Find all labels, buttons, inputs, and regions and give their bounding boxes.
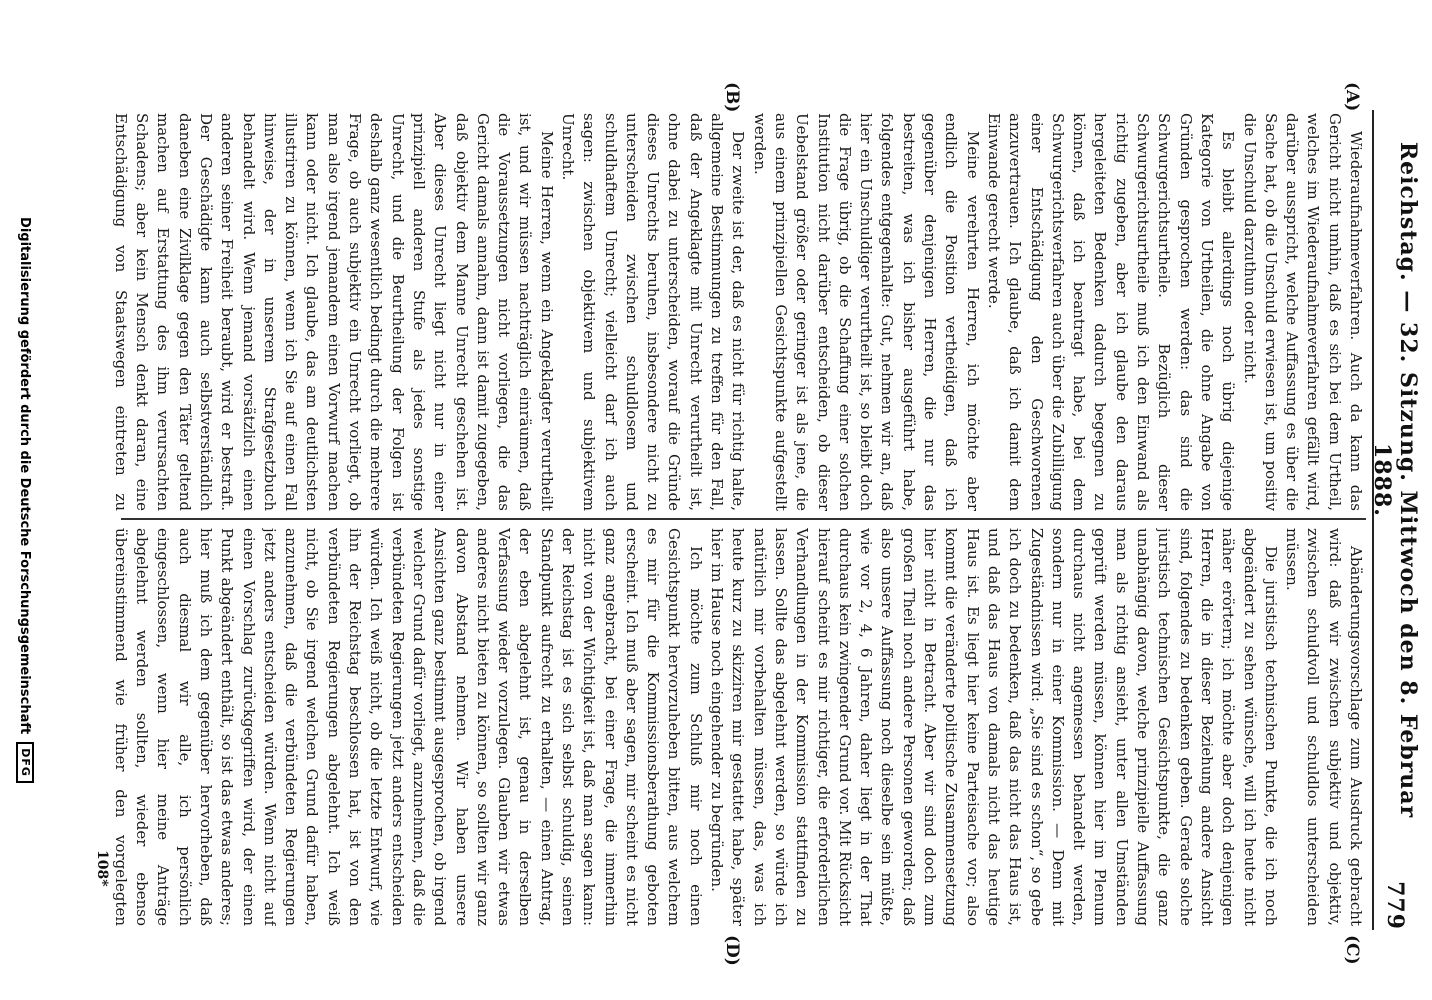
text-column-right [111,528,1366,926]
column-divider [121,518,1366,520]
paragraph: Ich möchte zum Schluß mir noch einen Gesichtspunkt hervorzuheben bitten, aus welchem es mir für die Kommissionsberathung geboten erscheint. Ich muß aber sagen, mir scheint es nicht ganz angebracht, bei einer Frage, die immerhin nicht von der Wichtigkeit ist, daß man sagen kann: der Reichstag ist es sich selbst schuldig, seinen Standpunkt aufrecht zu erhalten, — einen Antrag, der eben abgelehnt ist, genau in derselben Verfassung wieder vorzulegen. Glauben wir etwas anderes nicht bieten zu können, so sollten wir ganz davon Abstand nehmen. Wir haben unsere Ansichten ganz bestimmt ausgesprochen, ob irgend welcher Grund dafür vorliegt, anzunehmen, daß die verbündeten Regierungen jetzt anders entscheiden würden. Ich weiß nicht, ob die letzte Entwurf, wie ihn der Reichstag beschlossen hat, ist von den verbündeten Regierungen abgelehnt. Ich weiß nicht, ob Sie irgend welchen Grund dafür haben, anzunehmen, daß die verbündeten Regierungen jetzt anders entscheiden würden. Wenn nicht auf einen Vorschlag zurückgegriffen wird, der einen Punkt abgeändert enthält, so ist das etwas anderes; hier muß ich dem gegenüber hervorheben, daß auch diesmal wir alle, ich persönlich eingeschlossen, wenn hier meine Anträge abgelehnt werden sollten, wieder ebenso übereinstimmend wie früher den vorgelegten [111,528,705,926]
paragraph: Der zweite ist der, daß es nicht für richtig halte, allgemeine Bestimmungen zu treffen für den Fall, daß der Angeklagte mit Unrecht verurtheilt ist, ohne dabei zu unterscheiden, worauf die Gründe dieses Unrechts beruhen, insbesondere nicht zu unterscheiden zwischen schuldlosem und schuldhaftem Unrecht; vielleicht darf ich auch sagen: zwischen objektivem und subjektivem Unrecht. [559,113,748,511]
margin-marker-a: (A) [1342,82,1362,112]
page-header [1369,110,1421,930]
dfg-logo: DFG [16,742,34,783]
digitization-footer [16,0,34,1000]
margin-marker-b: (B) [722,82,742,113]
paragraph: Meine Herren, wenn ein Angeklagter verurtheilt ist, und wir müssen nachträglich einräumen, daß die Voraussetzungen nicht vorliegen, die das Gericht damals annahm, dann ist damit zugegeben, daß objektiv dem Manne Unrecht geschehen ist. Aber dieses Unrecht liegt nicht nur in einer prinzipiell anderen Stufe als jedes sonstige Unrecht, und die Beurtheilung der Folgen ist deshalb ganz wesentlich bedingt durch die mehrere Frage, ob auch subjektiv ein Unrecht vorliegt, ob man also irgend jemandem einen Vorwurf machen kann oder nicht. Ich glaube, das am deutlichsten illustriren zu können, wenn ich Sie auf einen Fall hinweise, der in unserem Strafgesetzbuch behandelt wird. Wenn jemand vorsätzlich einen anderen seiner Freiheit beraubt, wird er bestraft. Der Geschädigte kann auch selbstverständlich daneben eine Zivilklage gegen den Täter geltend machen auf Erstattung des ihm verursachten Schadens; aber kein Mensch denkt daran, eine Entschädigung von Staatswegen eintreten zu [111,113,556,511]
text-column-left [111,113,1366,511]
paragraph: Wiederaufnahmeverfahren. Auch da kann das Gericht nicht umhin, daß es sich bei dem Urtheil, welches im Wiederaufnahmeverfahren gefällt wird, darüber ausspricht, welche Auffassung es über die Sache hat, ob die Unschuld erwiesen ist, um positiv die Unschuld darzuthun oder nicht. [1240,113,1365,511]
sheet-signature: 108* [94,850,110,887]
margin-marker-c: (C) [1342,935,1362,965]
footer-text: Digitalisierung gefördert durch die Deutsche Forschungsgemeinschaft [17,217,33,735]
paragraph: Es bleibt allerdings noch übrig diejenige Kategorie von Urtheilen, die ohne Angabe von Gründen gesprochen werden: das sind die Schwurgerichtsurtheile. Bezüglich dieser Schwurgerichtsurtheile muß ich den Einwand als richtig zugeben, aber ich glaube den daraus hergeleiteten Bedenken dadurch begegnen zu können, daß ich beantragt habe, bei dem Schwurgerichtsverfahren auch über die Zubilligung einer Entschädigung den Geschworenen anzuvertrauen. Ich glaube, daß ich damit dem Einwande gerecht werde. [984,113,1238,511]
page-number: 779 [1382,881,1408,930]
margin-marker-d: (D) [722,935,742,966]
paragraph: Meine verehrten Herren, ich möchte aber endlich die Position vertheidigen, daß ich gegenüber denjenigen Herren, die nur das bestreiten, was ich bisher ausgeführt habe, folgendes entgegenhalte: Gut, nehmen wir an, daß hier ein Unschuldiger verurtheilt ist, so bleibt doch die Frage übrig, ob die Schaffung einer solchen Institution nicht darüber entscheiden, ob dieser Uebelstand größer oder geringer ist als jene, die aus einem prinzipiellen Gesichtspunkte aufgestellt werden. [750,113,982,511]
paragraph: Die juristisch technischen Punkte, die ich noch abgeändert zu sehen wünsche, will ich heute nicht näher erörtern; ich möchte aber doch denjenigen Herren, die in dieser Beziehung andere Ansicht sind, folgendes zu bedenken geben. Gerade solche juristisch technischen Gesichtspunkte, die ganz unabhängig davon, welche prinzipielle Auffassung man als richtig ansieht, unter allen Umständen geprüft werden müssen, können hier im Plenum durchaus nicht angemessen behandelt werden, sondern nur in einer Kommission. — Denn mit Zugeständnissen wird: „Sie sind es schon“, so gebe ich doch zu bedenken, daß das nicht das Haus ist, und daß das Haus von damals nicht das heutige Haus ist. Es liegt hier keine Parteisache vor; also kommt die veränderte politische Zusammensetzung hier nicht in Betracht. Aber wir sind doch zum großen Theil noch andere Personen geworden; daß also unsere Auffassung noch dieselbe sein müßte, wie vor 2, 4, 6 Jahren, daher liegt in der That durchaus kein zwingender Grund vor. Mit Rücksicht hierauf scheint es mir richtiger, die erforderlichen Verhandlungen in der Kommission stattfinden zu lassen. Sollte das abgelehnt werden, so würde ich natürlich mir vorbehalten müssen, das, was ich heute kurz zu skizziren mir gestattet habe, später hier im Hause noch eingehender zu begründen. [708,528,1280,926]
paragraph: Abänderungsvorschlage zum Ausdruck gebracht wird: daß wir zwischen subjektiv und objektiv, zwischen schuldvoll und schuldlos unterscheiden müssen. [1283,528,1365,926]
header-rule [1372,110,1374,930]
running-title: Reichstag. — 32. Sitzung. Mittwoch den 8. Februar 1888. [1369,141,1421,819]
